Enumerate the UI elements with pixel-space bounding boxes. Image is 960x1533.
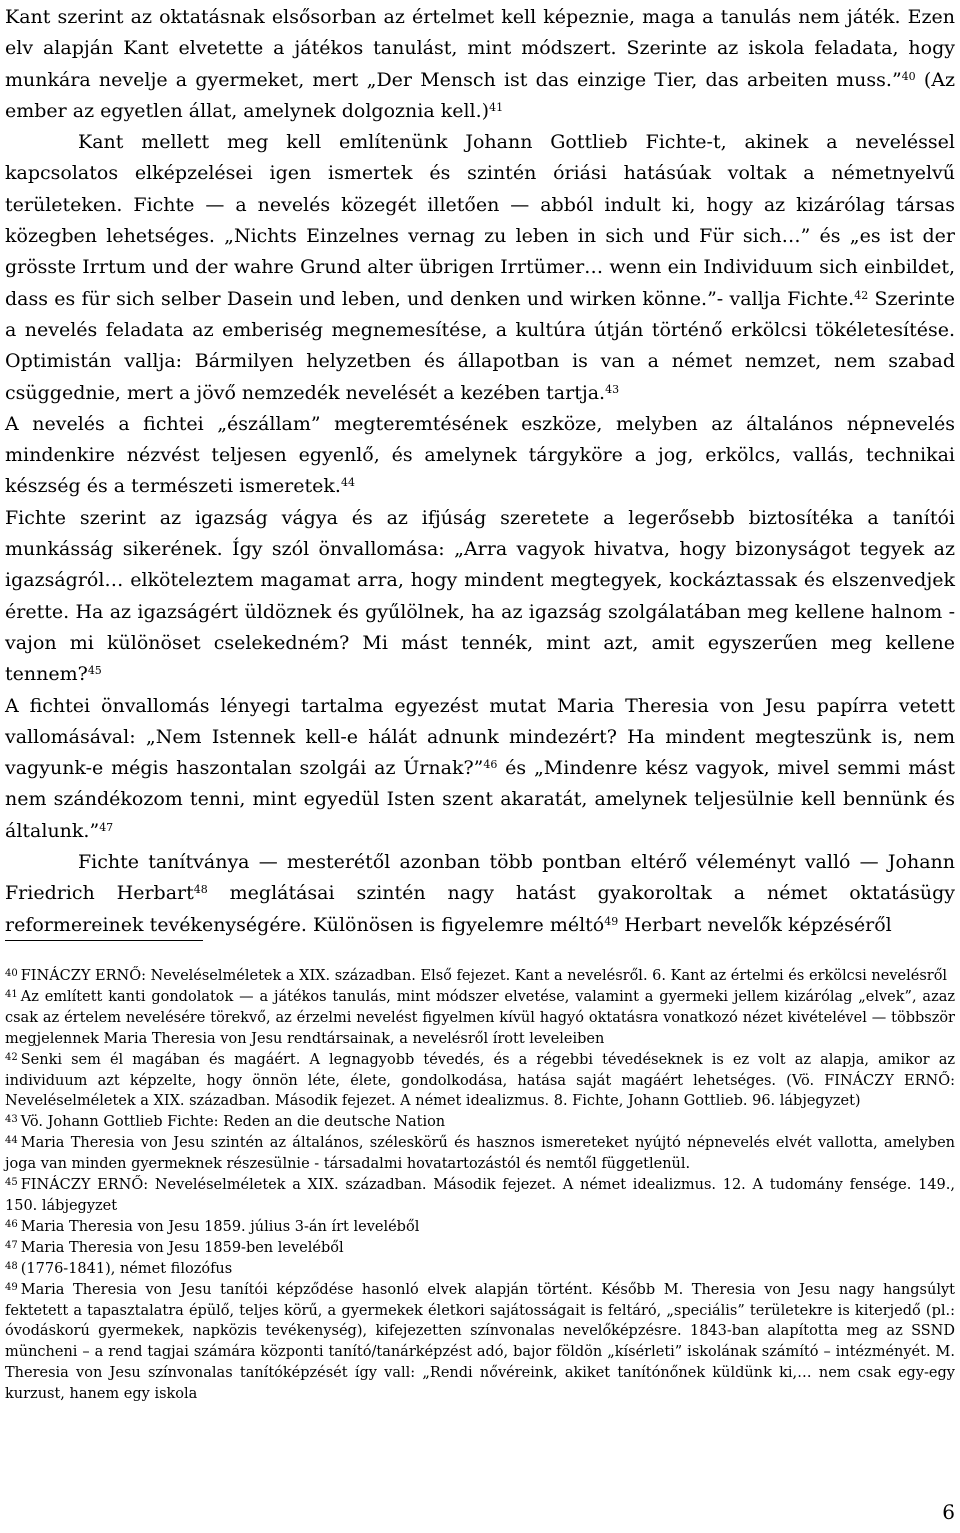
footnote-text: Maria Theresia von Jesu szintén az általános, széleskörű és hasznos ismereteket nyújtó népnevelés elvét vallotta, amelyben joga van minden gyermeknek részesülnie - társadalmi hovatartozástól és nemtől függetlenül.	[5, 1135, 955, 1173]
paragraph	[5, 2, 955, 127]
footnote	[5, 1280, 955, 1405]
footnote-ref[interactable]: 41	[489, 100, 504, 114]
paragraph-text: Herbart nevelők képzéséről	[618, 913, 892, 936]
paragraph	[5, 503, 955, 691]
footnote-number: 44	[5, 1135, 18, 1147]
footnotes	[5, 966, 955, 1405]
footnote-number: 41	[5, 988, 18, 1000]
footnote-ref[interactable]: 48	[193, 883, 208, 897]
footnote-number: 49	[5, 1281, 18, 1293]
paragraph-text: meglátásai szintén nagy hatást gyakoroltak a német oktatásügy reformereinek tevékenységére. Különösen is figyelemre méltó	[5, 882, 955, 936]
footnote	[5, 966, 955, 987]
paragraph-text: Fichte tanítványa — mesterétől azonban több pontban eltérő véleményt valló — Johann Friedrich Herbart	[5, 851, 955, 905]
footnote-text: FINÁCZY ERNŐ: Neveléselméletek a XIX. században. Második fejezet. A német idealizmus. 12. A tudomány fensége. 149., 150. lábjegyzet	[5, 1177, 955, 1214]
paragraph	[5, 127, 955, 409]
footnote-text: (1776-1841), német filozófus	[20, 1260, 233, 1277]
footnote-ref[interactable]: 49	[604, 914, 619, 928]
paragraph-text: Szerinte a nevelés feladata az emberiség megnemesítése, a kultúra útján történő erkölcsi tökéletesítése. Optimistán vallja: Bármilyen helyzetben és állapotban is van a német nemzet, nem szabad csüggednie, mert a jövő nemzedék nevelését a kezében tartja.	[5, 287, 955, 404]
footnote-ref[interactable]: 44	[340, 476, 355, 490]
footnote-number: 40	[5, 968, 18, 979]
paragraph	[5, 409, 955, 503]
paragraph-text: Kant mellett meg kell említenünk Johann Gottlieb Fichte-t, akinek a neveléssel kapcsolatos elképzelései igen ismertek és szintén óriási hatásúak voltak a németnyelvű területeken. Fichte — a nevelés közegét illetően — abból indult ki, hogy az kizárólag társas közegben lehetséges. „Nichts Einzelnes vernag zu leben in sich und Für sich…” és „es ist der grösste Irrtum und der wahre Grund alter übrigen Irrtümer… wenn ein Individuum sich einbildet, dass es für sich selber Dasein und leben, und denken und wirken könne.”- vallja Fichte.	[5, 131, 955, 310]
footnote-ref[interactable]: 43	[605, 382, 620, 396]
paragraph-text: és „Mindenre kész vagyok, mivel semmi mást nem szándékozom tenni, mint egyedül Isten szent akaratát, amelynek teljesülnie kell bennünk és általunk.”	[5, 757, 955, 842]
footnote	[5, 1175, 955, 1217]
page-number: 6	[942, 1500, 955, 1524]
paragraph-text: A nevelés a fichtei „észállam” megteremtésének eszköze, melyben az általános népnevelés mindenkire nézvést teljesen egyenlő, és amelynek tárgyköre a jog, erkölcs, vallás, technikai készség és a természeti ismeretek.	[5, 412, 955, 498]
footnote	[5, 1217, 955, 1238]
footnote	[5, 1112, 955, 1133]
footnote-number: 42	[5, 1051, 18, 1063]
footnote	[5, 1238, 955, 1259]
footnote-text: Maria Theresia von Jesu 1859-ben leveléből	[20, 1239, 344, 1256]
paragraph	[5, 847, 955, 941]
footnote-number: 47	[5, 1239, 18, 1251]
footnote-text: Az említett kanti gondolatok — a játékos tanulás, mint módszer elvetése, valamint a gyermeki jellem kizárólag „elvek”, azaz csak az értelem nevelésére törekvő, az érzelmi nevelést figyelmen kívül hagyó oktatásra vonatkozó nézet kivételével — többször megjelennek Maria Theresia von Jesu rendtársainak, a nevelésről írott leveleiben	[5, 988, 955, 1047]
footnote-text: Senki sem él magában és magáért. A legnagyobb tévedés, és a régebbi tévedéseknek is ez volt az alapja, amikor az individuum azt képzelte, hogy önnön léte, élete, gondolkodása, hatása saját magáért lehetséges. (Vö. FINÁCZY ERNŐ: Neveléselméletek a XIX. században. Második fejezet. A német idealizmus. 8. Fichte, Johann Gottlieb. 96. lábjegyzet)	[5, 1051, 955, 1110]
footnote-ref[interactable]: 45	[87, 664, 102, 678]
footnote	[5, 1050, 955, 1113]
footnote	[5, 1259, 955, 1280]
footnote-text: Vö. Johann Gottlieb Fichte: Reden an die deutsche Nation	[20, 1114, 446, 1131]
footnote-separator	[5, 940, 203, 941]
paragraph-text: Kant szerint az oktatásnak elsősorban az értelmet kell képeznie, maga a tanulás nem játék. Ezen elv alapján Kant elvetette a játékos tanulást, mint módszert. Szerinte az iskola feladata, hogy munkára nevelje a gyermeket, mert „Der Mensch ist das einzige Tier, das arbeiten muss.”	[5, 6, 955, 91]
footnote-text: Maria Theresia von Jesu tanítói képződése hasonló elvek alapján történt. Később M. Theresia von Jesu nagy hangsúlyt fektetett a tapasztalatra épülő, teljes körű, a gyermekek életkori sajátosságait is feltáró, „speciális” területekre is kiterjedő (pl.: óvodáskorú gyermekek, napközis tevékenység), kifejezetten színvonalas nevelőképzésre. 1843-ban alapította meg az SSND müncheni – a rend tagjai számára központi tanító/tanárképzést adó, bajor földön „kísérleti” iskolának számító – intézményét. M. Theresia von Jesu színvonalas tanítóképzését így vall: „Rendi nővéreink, akiket tanítónőnek küldünk ki,… nem csak egy-egy kurzust, hanem egy iskola	[5, 1281, 955, 1403]
paragraph-text: A fichtei önvallomás lényegi tartalma egyezést mutat Maria Theresia von Jesu papírra vetett vallomásával: „Nem Istennek kell-e hálát adnunk mindezért? Ha mindent megteszünk is, nem vagyunk-e mégis haszontalan szolgái az Úrnak?”	[5, 694, 955, 780]
footnote-ref[interactable]: 46	[483, 758, 498, 772]
footnote-ref[interactable]: 40	[901, 69, 916, 83]
footnote	[5, 1133, 955, 1175]
paragraph-text: Fichte szerint az igazság vágya és az ifjúság szeretete a legerősebb biztosítéka a tanítói munkásság sikerének. Így szól önvallomása: „Arra vagyok hivatva, hogy bizonyságot tegyek az igazságról… elköteleztem magamat arra, hogy mindent megtegyek, kockáztassak és elszenvedjek érette. Ha az igazságért üldöznek és gyűlölnek, ha az igazság szolgálatában meg kellene halnom - vajon mi különöset cselekedném? Mi mást tennék, mint azt, amit egyszerűen meg kellene tennem?	[5, 506, 955, 686]
footnote	[5, 987, 955, 1050]
paragraph-text: (Az ember az egyetlen állat, amelynek dolgoznia kell.)	[5, 68, 956, 122]
paragraph	[5, 691, 955, 847]
footnote-number: 43	[5, 1114, 18, 1126]
footnote-text: FINÁCZY ERNŐ: Neveléselméletek a XIX. században. Első fejezet. Kant a nevelésről. 6. Kant az értelmi és erkölcsi nevelésről	[20, 968, 948, 984]
footnote-number: 45	[5, 1177, 18, 1189]
footnote-number: 46	[5, 1218, 18, 1230]
footnote-ref[interactable]: 47	[99, 820, 114, 834]
body-text	[5, 2, 955, 941]
footnote-text: Maria Theresia von Jesu 1859. július 3-án írt leveléből	[20, 1218, 420, 1235]
footnote-number: 48	[5, 1260, 18, 1272]
footnote-ref[interactable]: 42	[854, 288, 869, 302]
